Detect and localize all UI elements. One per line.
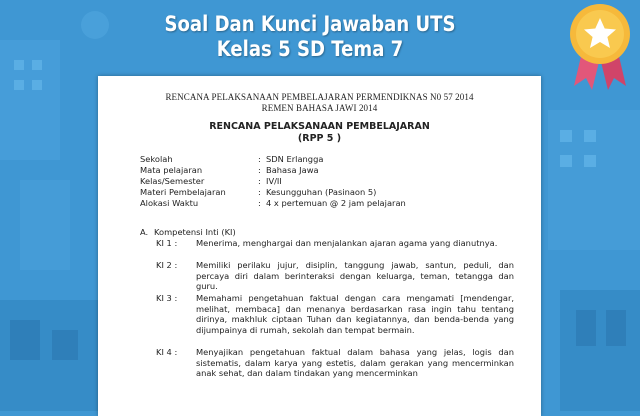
ki-code: KI 1 :: [156, 238, 178, 248]
identity-label: Mata pelajaran: [140, 165, 203, 175]
identity-separator: :: [258, 165, 261, 175]
document-header-line1: RENCANA PELAKSANAAN PEMBELAJARAN PERMENDIKNAS N0 57 2014: [165, 92, 474, 102]
identity-separator: :: [258, 154, 261, 164]
identity-separator: :: [258, 187, 261, 197]
identity-row: [140, 154, 323, 164]
identity-value: Kesungguhan (Pasinaon 5): [266, 187, 377, 197]
identity-row: [140, 198, 406, 208]
section-letter: A.: [140, 227, 149, 237]
star-medal-icon: [560, 0, 640, 92]
banner-title-line1: Soal Dan Kunci Jawaban UTS: [164, 12, 456, 36]
identity-separator: :: [258, 176, 261, 186]
identity-row: [140, 187, 376, 197]
ki-code: KI 3 :: [156, 293, 178, 303]
identity-label: Kelas/Semester: [140, 176, 205, 186]
identity-value: Bahasa Jawa: [266, 165, 319, 175]
document-header-line2: REMEN BAHASA JAWI 2014: [261, 103, 378, 113]
document-subtitle: (RPP 5 ): [297, 133, 342, 144]
document-title: RENCANA PELAKSANAAN PEMBELAJARAN: [209, 121, 430, 132]
identity-row: [140, 165, 319, 175]
identity-row: [140, 176, 282, 186]
identity-separator: :: [258, 198, 261, 208]
ki-text: Memahami pengetahuan faktual dengan cara mengamati [mendengar, melihat, membaca] dan menanya berdasarkan rasa ingin tahu tentang dirinya, makhluk ciptaan Tuhan dan kegiatannya, dan benda-benda yang dijumpainya di rumah, sekolah dan tempat bermain.: [196, 293, 514, 335]
identity-label: Materi Pembelajaran: [140, 187, 226, 197]
banner-title: [147, 12, 474, 62]
section-heading: [140, 227, 236, 237]
banner-title-line2: Kelas 5 SD Tema 7: [216, 37, 404, 61]
ki-code: KI 4 :: [156, 347, 178, 357]
ki-text: Memiliki perilaku jujur, disiplin, tanggung jawab, santun, peduli, dan percaya diri dalam berinteraksi dengan keluarga, teman, tetangga dan guru.: [196, 260, 514, 291]
document-page: [98, 76, 541, 416]
ki-text: Menyajikan pengetahuan faktual dalam bahasa yang jelas, logis dan sistematis, dalam karya yang estetis, dalam gerakan yang mencerminkan anak sehat, dan dalam tindakan yang mencerminkan: [196, 347, 514, 378]
section-title: Kompetensi Inti (KI): [154, 227, 236, 237]
identity-value: SDN Erlangga: [266, 154, 324, 164]
identity-value: IV/II: [266, 176, 282, 186]
identity-value: 4 x pertemuan @ 2 jam pelajaran: [266, 198, 406, 208]
identity-label: Sekolah: [140, 154, 173, 164]
ki-text: Menerima, menghargai dan menjalankan ajaran agama yang dianutnya.: [196, 238, 498, 248]
ki-code: KI 2 :: [156, 260, 178, 270]
identity-label: Alokasi Waktu: [140, 198, 199, 208]
